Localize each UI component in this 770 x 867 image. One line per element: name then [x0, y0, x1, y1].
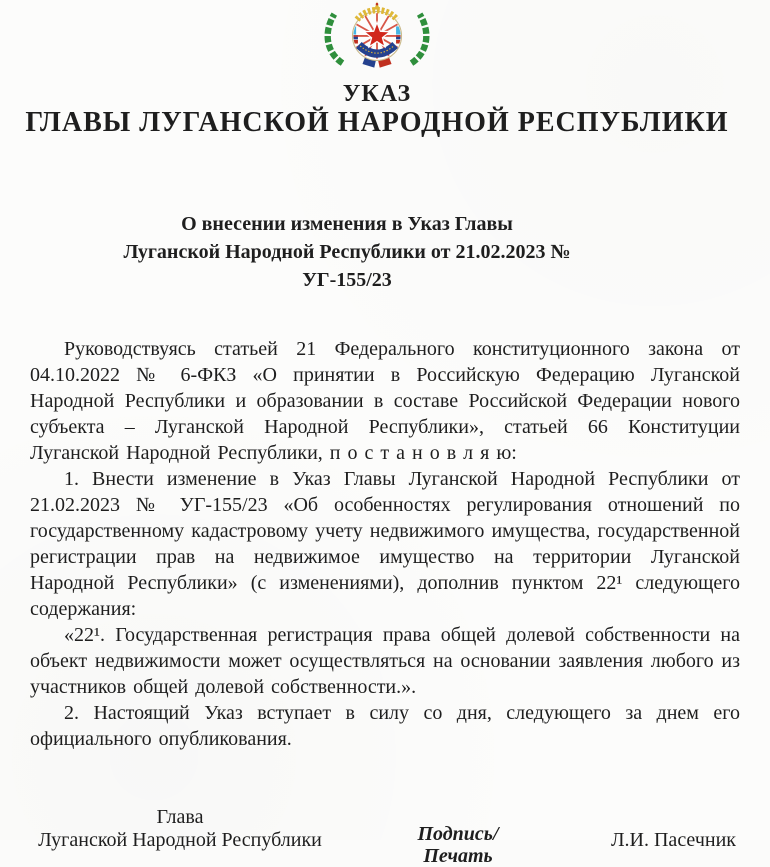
signatory-post-line-1: Глава — [156, 806, 204, 828]
lpr-coat-of-arms-icon — [318, 0, 436, 70]
paragraph-item-2: 2. Настоящий Указ вступает в силу со дня, следующего за днем его официального опубликования. — [30, 702, 740, 750]
subject-line-2: Луганской Народной Республики от 21.02.2023 № УГ-155/23 — [123, 241, 571, 291]
decree-body — [30, 336, 740, 752]
emblem-container — [22, 0, 732, 70]
wreath-left — [328, 14, 343, 63]
stamp-placeholder — [388, 823, 528, 867]
signatory-name: Л.И. Пасечник — [610, 829, 736, 851]
signature-block — [30, 806, 740, 867]
signatory-post-line-2: Луганской Народной Республики — [38, 829, 322, 851]
stamp-line-2: Печать — [423, 845, 493, 867]
paragraph-preamble: Руководствуясь статьей 21 Федерального конституционного закона от 04.10.2022 № 6-ФКЗ «О принятии в Российскую Федерацию Луганской Народной Республики и образовании в составе Российской Федерации нового субъекта – Луганской Народной Республики», статьей 66 Конституции Луганской Народной Республики, п о с т а н о в л я ю: — [30, 338, 740, 464]
stamp-line-1: Подпись/ — [417, 823, 499, 845]
document-title-block — [22, 81, 732, 138]
paragraph-quoted-clause: «22¹. Государственная регистрация права общей долевой собственности на объект недвижимости может осуществляться на основании заявления любого из участников общей долевой собственности.». — [30, 624, 740, 698]
subject-heading — [102, 210, 592, 294]
top-red-dot — [376, 3, 379, 6]
document-issuer-label: ГЛАВЫ ЛУГАНСКОЙ НАРОДНОЙ РЕСПУБЛИКИ — [25, 107, 729, 138]
top-spike — [374, 1, 379, 9]
subject-line-1: О внесении изменения в Указ Главы — [181, 213, 513, 235]
wreath-right — [411, 14, 426, 63]
paragraph-item-1: 1. Внести изменение в Указ Главы Луганской Народной Республики от 21.02.2023 № УГ-155/23 «Об особенностях регулирования отношений по государственному кадастровому учету недвижимого имущества, государственной регистрации прав на недвижимое имущество на территории Луганской Народной Республики» (с изменениями), дополнив пунктом 22¹ следующего содержания: — [30, 468, 740, 620]
signatory-post — [30, 806, 330, 852]
document-type-label: УКАЗ — [342, 81, 412, 107]
